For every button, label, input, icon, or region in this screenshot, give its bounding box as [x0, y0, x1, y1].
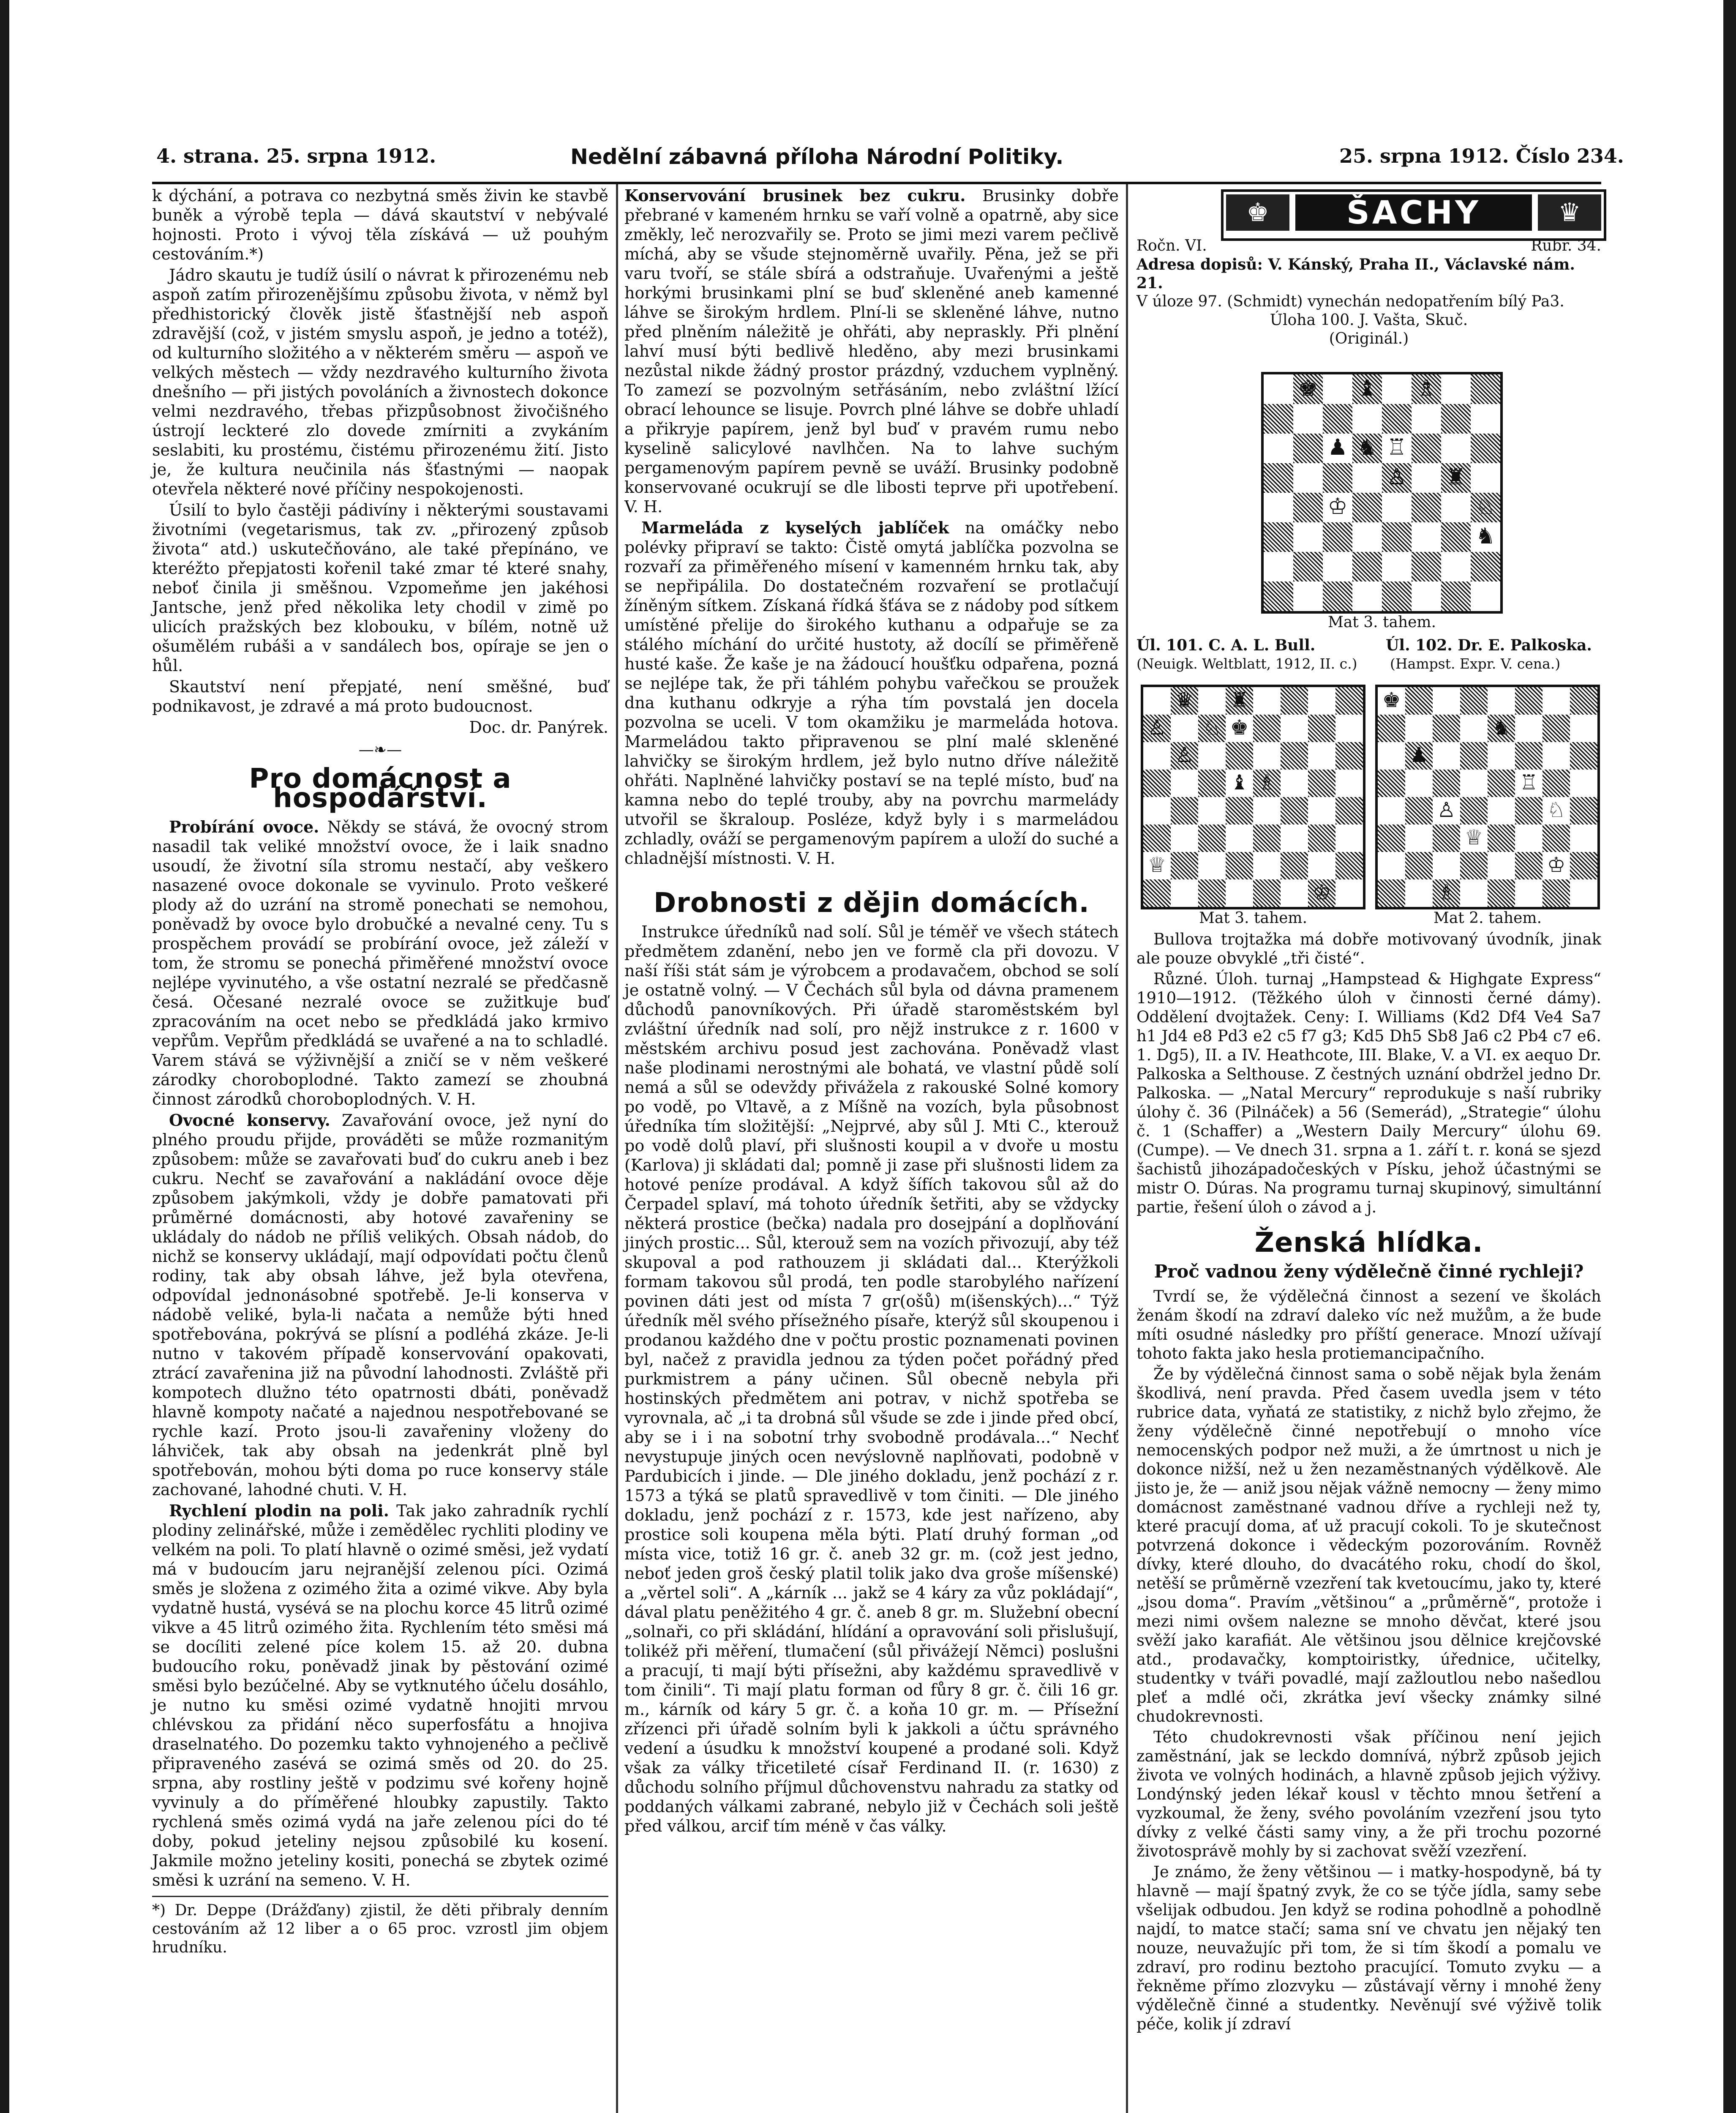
- board-square: [1412, 463, 1441, 493]
- board-square: [1382, 493, 1412, 522]
- board-square: [1264, 581, 1293, 611]
- board-square: [1352, 522, 1382, 552]
- chess-piece: ♙: [1175, 743, 1194, 767]
- author-signature: V. H.: [372, 1871, 411, 1889]
- board-square: [1378, 715, 1405, 742]
- paragraph-heading: Probírání ovoce.: [169, 817, 319, 836]
- board-square: [1264, 374, 1293, 404]
- board-square: [1308, 852, 1335, 879]
- board-square: [1281, 852, 1308, 879]
- board-square: [1253, 852, 1281, 879]
- board-square: [1488, 687, 1515, 715]
- board-square: [1308, 715, 1335, 742]
- board-square: [1412, 493, 1441, 522]
- board-square: [1405, 797, 1433, 824]
- board-square: [1264, 552, 1293, 581]
- problem-102-title: Úl. 102. Dr. E. Palkoska.: [1386, 636, 1592, 654]
- board-square: [1352, 404, 1382, 434]
- board-square: [1308, 770, 1335, 797]
- board-square: [1433, 824, 1460, 852]
- board-square: [1441, 434, 1471, 463]
- board-square: [1378, 852, 1405, 879]
- board-square: [1460, 770, 1488, 797]
- board-square: [1253, 879, 1281, 907]
- chess-piece: ♖: [1519, 770, 1538, 794]
- board-square: [1412, 552, 1441, 581]
- board-square: [1488, 770, 1515, 797]
- board-square: [1335, 879, 1363, 907]
- chess-board-101: [1141, 685, 1365, 909]
- author-signature: Doc. dr. Panýrek.: [469, 718, 608, 737]
- header-rule: [152, 182, 1601, 184]
- board-square: [1171, 770, 1198, 797]
- board-square: [1281, 824, 1308, 852]
- board-square: [1405, 770, 1433, 797]
- board-square: [1570, 770, 1597, 797]
- board-square: [1226, 824, 1253, 852]
- chess-piece: ♚: [1382, 688, 1401, 712]
- chess-piece: ♜: [1230, 688, 1249, 712]
- board-square: [1433, 770, 1460, 797]
- board-square: [1471, 374, 1500, 404]
- board-square: [1323, 552, 1352, 581]
- chess-piece: ♔: [1327, 494, 1348, 519]
- board-square: [1323, 404, 1352, 434]
- board-square: [1543, 687, 1570, 715]
- chess-piece: ♙: [1437, 798, 1456, 822]
- section-subtitle: Proč vadnou ženy výdělečně činné rychleji?: [1154, 1261, 1584, 1282]
- column-2: [624, 186, 1119, 1837]
- chess-title: ŠACHY: [1295, 194, 1532, 231]
- chess-board-100: [1261, 372, 1503, 614]
- article-text: Brusinky dobře přebrané v kameném hrnku se vaří volně a opatrně, aby sice změkly, leč nerozvařily se. Proto se jimi mezi varem pečlivě míchá, aby se všude stejnoměrně uvařily. Pěna, jež se při varu tvoří, se stále sbírá a odstraňuje. Uvařenými a ještě horkými brusinkami plní se buď skleněné aneb kamenné láhve se širokým hrdlem. Plní-li se skleněné láhve, nutno před plněním náležitě je ohřáti, aby nepraskly. Při plnění lahví musí býti bedlivě hleděno, aby mezi brusinkami nezůstal nikde žádný prostor prázdný, vzduchem vyplněný. To zamezí se pozvolným setřásáním, nebo zvláštní lžící obrací lehounce se lisuje. Povrch plné láhve se dobře uhladí a přikryje papírem, jenž byl buď v pravém rumu nebo kyselině salicylové navlhčen. Na to lahve suchým pergamenovým papírem pevně se uváží. Brusinky podobně konservované ocukrují se dle libosti teprve při upotřebení.: [624, 186, 1119, 497]
- board-square: [1460, 742, 1488, 770]
- board-square: [1433, 852, 1460, 879]
- chess-piece: ♛: [1175, 688, 1194, 712]
- board-square: [1441, 404, 1471, 434]
- board-square: [1352, 493, 1382, 522]
- board-square: [1335, 742, 1363, 770]
- problem-101-title: Úl. 101. C. A. L. Bull.: [1136, 636, 1316, 654]
- chess-piece: ♙: [1387, 464, 1407, 490]
- board-square: [1198, 824, 1226, 852]
- board-square: [1382, 404, 1412, 434]
- header-right: 25. srpna 1912. Číslo 234.: [1339, 145, 1624, 167]
- paragraph-heading: Ovocné konservy.: [169, 1111, 330, 1130]
- board-square: [1441, 522, 1471, 552]
- board-square: [1281, 742, 1308, 770]
- board-square: [1412, 434, 1441, 463]
- chess-piece: ♞: [1492, 715, 1511, 740]
- board-square: [1335, 852, 1363, 879]
- board-square: [1382, 522, 1412, 552]
- running-header: [152, 139, 1624, 182]
- board-square: [1281, 687, 1308, 715]
- board-square: [1335, 770, 1363, 797]
- board-square: [1570, 797, 1597, 824]
- board-square: [1382, 552, 1412, 581]
- board-square: [1143, 742, 1171, 770]
- board-square: [1471, 581, 1500, 611]
- board-square: [1308, 797, 1335, 824]
- board-square: [1543, 879, 1570, 907]
- paragraph-heading: Konservování brusinek bez cukru.: [624, 186, 966, 205]
- chess-meta: [1136, 237, 1601, 348]
- chess-piece: ♞: [1357, 434, 1377, 460]
- column-1: [152, 186, 608, 1957]
- chess-piece: ♕: [1464, 825, 1483, 849]
- board-square: [1352, 552, 1382, 581]
- board-square: [1143, 797, 1171, 824]
- board-square: [1488, 824, 1515, 852]
- board-square: [1293, 581, 1323, 611]
- board-square: [1378, 879, 1405, 907]
- board-square: [1405, 687, 1433, 715]
- board-square: [1335, 824, 1363, 852]
- board-square: [1281, 879, 1308, 907]
- chess-address: Adresa dopisů: V. Kánský, Praha II., Václavské nám. 21.: [1136, 256, 1575, 292]
- article-paragraph: Jádro skautu je tudíž úsilí o návrat k přirozenému neb aspoň zatím přirozenějšímu způsobu života, v němž byl předhistorický člověk jistě šťastnější neb aspoň zdravější (což, v jistém smyslu aspoň, je jedno a totéž), od kulturního složitého a v některém směru — aspoň ve velkých městech — vždy nezdravého kulturního života dnešního — při jistých povoláních a živnostech dokonce velmi nezdravého, třebas přizpůsobnost živočišného ústrojí leckteré zlo dovede zmírniti a zvykáním seslabiti, ku prostému, čistému přirozenému žití. Jisto je, že kultura neučinila nás šťastnými — naopak otevřela některé nové příčiny nespokojenosti.: [152, 266, 608, 498]
- chess-piece: ♜: [1446, 464, 1466, 490]
- board-square: [1226, 852, 1253, 879]
- board-square: [1515, 879, 1543, 907]
- author-signature: V. H.: [624, 497, 663, 516]
- problems-101-102-titles: [1136, 636, 1601, 673]
- board-square: [1281, 770, 1308, 797]
- article-paragraph: Skautství není přepjaté, není směšné, buď podnikavost, je zdravé a má proto budoucnost.: [152, 677, 608, 715]
- board-square: [1293, 522, 1323, 552]
- board-square: [1460, 687, 1488, 715]
- board-square: [1226, 742, 1253, 770]
- board-square: [1293, 463, 1323, 493]
- chess-piece: ♗: [1416, 375, 1436, 401]
- problem-100-note: (Originál.): [1329, 330, 1409, 347]
- article-text: Tak jako zahradník rychlí plodiny zelinářské, může i zemědělec rychliti plodiny ve velkém na poli. To platí hlavně o ozimé směsi, jež vydatí má v budoucím jaru nejranější zelenou píci. Ozimá směs je složena z ozimého žita a ozimé vikve. Aby byla vydatně hustá, vysévá se na plochu korce 45 litrů ozimé vikve a 45 litrů ozimého žita. Rychlením této směsi má se docíliti zelené píce kolem 15. až 20. dubna budoucího roku, poněvadž jinak by pěstování ozimé směsi bylo bezúčelné. Aby se vytknutého účelu dosáhlo, je nutno ku směsi ozimé vydatně hnojiti mrvou chlévskou za přidání něco superfosfátu a hnojiva draselnatého. Do pozemku takto vyhnojeného a pečlivě připraveného zasévá se ozimá směs od 20. do 25. srpna, aby rostliny ještě v podzimu své kořeny hojně vyvinuly a do příměřené hloubky zapustily. Takto rychlená směs ozimá vydá na jaře zelenou píci do té doby, pokud jeteliny nejsou způsobilé ku kosení. Jakmile možno jeteliny kositi, ponechá se zbytek ozimé směsi k uzrání na semeno.: [152, 1501, 608, 1889]
- board-square: [1570, 879, 1597, 907]
- board-square: [1293, 404, 1323, 434]
- board-square: [1226, 879, 1253, 907]
- board-square: [1143, 824, 1171, 852]
- board-101-caption: Mat 3. tahem.: [1199, 909, 1308, 927]
- author-signature: V. H.: [797, 849, 835, 868]
- board-square: [1441, 581, 1471, 611]
- board-square: [1441, 374, 1471, 404]
- board-square: [1378, 797, 1405, 824]
- board-square: [1433, 742, 1460, 770]
- ornament-divider: —❧—: [358, 741, 402, 759]
- board-square: [1412, 581, 1441, 611]
- board-square: [1543, 742, 1570, 770]
- article-paragraph: Úsilí to bylo častěji pádivíny i některými soustavami životními (vegetarismus, tak zv. „přirozený způsob života“ atd.) uskutečňováno, ale také přepínáno, ve kteréžto přepjatosti kořenil také zmar té které snahy, neboť činila ji směšnou. Vzpomeňme jen jakéhosi Jantsche, jenž před několika lety chodil v zimě po ulicích pražských bez klobouku, v bílém, notně už ošumělém rubáši a v sandálech bos, opíraje se jen o hůl.: [152, 501, 608, 675]
- chess-piece: ♙: [1147, 715, 1166, 740]
- board-square: [1171, 879, 1198, 907]
- article-paragraph: k dýchání, a potrava co nezbytná směs živin ke stavbě buněk a výrobě tepla — dává skautství v nebývalé hojnosti. Proto i vývoj těla získává — už pouhým cestováním.*): [152, 186, 608, 263]
- section-title: Pro domácnost a hospodářství.: [249, 763, 512, 814]
- board-square: [1543, 715, 1570, 742]
- board-square: [1570, 852, 1597, 879]
- chess-board-102: [1375, 685, 1600, 909]
- board-square: [1352, 463, 1382, 493]
- article-text: na omáčky nebo polévky připraví se takto: Čistě omytá jablíčka pozvolna se rozvaří za přiměřeného mísení v kamenném hrnku tak, aby se nepřipálila. Do dostatečném rozvaření se protlačují žíněným sítkem. Získaná řídká šťáva se z nádoby pod sítkem umístěné přelije do širokého kuthanu a odpařuje se za stálého míchání do určité hustoty, až docílí se přiměřeně husté kaše. Že kaše je na žádoucí houšťku odpařena, pozná se nejlépe tak, že při táhlém pohybu vařečkou se proužek dna kuthanu odkryje a rýha tím povstalá jen docela pozvolna se uceli. V tom okamžiku je marmeláda hotova. Marmeládou takto připravenou se plní malé skleněné lahvičky se širokým hrdlem, jež bylo nutno dříve náležitě ohřáti. Naplněné lahvičky postaví se na teplé místo, buď na kamna nebo do teplé trouby, aby na povrchu marmelády utvořil se škraloup. Posléze, když byly i s marmeládou zchladly, ováží se pergamenovým papírem a uloží do suché a chladnější místnosti.: [624, 519, 1119, 868]
- board-square: [1441, 493, 1471, 522]
- board-square: [1253, 715, 1281, 742]
- board-square: [1515, 687, 1543, 715]
- board-square: [1378, 824, 1405, 852]
- chess-piece: ♟: [1409, 743, 1428, 767]
- chess-piece: ♚: [1230, 715, 1249, 740]
- chess-rubric: Rubr. 34.: [1531, 237, 1601, 254]
- problem-100-title: Úloha 100. J. Vašta, Skuč.: [1270, 311, 1468, 329]
- board-square: [1488, 797, 1515, 824]
- board-square: [1253, 687, 1281, 715]
- chess-piece: ♗: [1437, 880, 1456, 904]
- board-square: [1264, 493, 1293, 522]
- board-square: [1515, 715, 1543, 742]
- paragraph-heading: Rychlení plodin na poli.: [169, 1501, 389, 1520]
- board-square: [1471, 463, 1500, 493]
- section-title: Ženská hlídka.: [1254, 1227, 1483, 1259]
- board-square: [1143, 687, 1171, 715]
- board-square: [1198, 852, 1226, 879]
- board-square: [1323, 522, 1352, 552]
- board-square: [1323, 463, 1352, 493]
- chess-piece: ♝: [1357, 375, 1377, 401]
- board-square: [1171, 715, 1198, 742]
- article-paragraph: Že by výdělečná činnost sama o sobě nějak byla ženám škodlivá, není pravda. Před časem uvedla jsem v této rubrice data, vyňatá ze statistiky, z nichž bylo zřejmo, že ženy výdělečně činné nepotřebují o mnoho více nemocenských podpor než muži, a že úmrtnost u nich je dokonce nižší, než u žen nezaměstnaných výdělkově. Ale jisto je, že — aniž jsou nějak vážně nemocny — ženy mimo domácnost zaměstnané vadnou dříve a rychleji než ty, které pracují doma, ať už pracují cokoli. To je skutečnost potvrzená dokonce i vědeckým pozorováním. Rovněž dívky, které dlouho, do dvacátého roku, chodí do škol, netěší se průměrně vzezření tak kvetoucímu, jako ty, které „jsou doma“. Pravím „většinou“ a „průměrně“, protože i mezi nimi ovšem nalezne se mnoho děvčat, které jsou svěží jako karafiát. Ale většinou jsou dělnice krejčovské atd., prodavačky, komptoiristky, úřednice, učitelky, studentky v tváři povadlé, mají zažloutlou nebo našedlou pleť a mdlé oči, zkrátka jeví všecky známky silné chudokrevnosti.: [1136, 1365, 1601, 1725]
- chess-piece: ♚: [1298, 375, 1318, 401]
- scan-edge-left: [0, 0, 9, 2113]
- board-square: [1335, 797, 1363, 824]
- board-square: [1293, 552, 1323, 581]
- column-3: [1136, 930, 1601, 2035]
- board-100-caption: Mat 3. tahem.: [1327, 614, 1436, 631]
- board-square: [1405, 824, 1433, 852]
- board-square: [1335, 687, 1363, 715]
- footnote: *) Dr. Deppe (Drážďany) zjistil, že děti přibraly denním cestováním až 12 liber a o 65 proc. vzrostl jim objem hrudníku.: [152, 1896, 608, 1957]
- article-paragraph: Této chudokrevnosti však příčinou není jejich zaměstnání, jak se leckdo domnívá, nýbrž způsob jejich života ve volných hodinách, a hlavně způsob jejich výživy. Londýnský jeden lékař kousl v těchto mnou šetření a vyzkoumal, že ženy, svého povoláním vzezření jsou tyto dívky z velké části samy viny, a že při trochu pozorné životosprávě mohly by si zachovat svěží vzezření.: [1136, 1728, 1601, 1860]
- board-102-caption: Mat 2. tahem.: [1433, 909, 1542, 927]
- board-square: [1412, 404, 1441, 434]
- article-paragraph: Bullova trojtažka má dobře motivovaný úvodník, jinak ale pouze obvyklé „tři čisté“.: [1136, 930, 1601, 967]
- board-square: [1460, 797, 1488, 824]
- board-square: [1198, 879, 1226, 907]
- board-square: [1171, 824, 1198, 852]
- board-square: [1471, 552, 1500, 581]
- board-square: [1488, 879, 1515, 907]
- board-square: [1335, 715, 1363, 742]
- board-square: [1378, 742, 1405, 770]
- board-square: [1226, 797, 1253, 824]
- board-square: [1352, 581, 1382, 611]
- board-square: [1143, 770, 1171, 797]
- paragraph-heading: Marmeláda z kyselých jablíček: [641, 518, 949, 537]
- board-square: [1433, 687, 1460, 715]
- board-square: [1308, 824, 1335, 852]
- article-paragraph: Instrukce úředníků nad solí. Sůl je téměř ve všech státech předmětem zdanění, nebo jen ve formě cla při dovozu. V naší říši stát sám je výrobcem a prodavačem, obchod se solí je ostatně volný. — V Čechách sůl byla od dávna pramenem důchodů panovníkových. Při úřadě staroměstském byl zvláštní úředník nad solí, pro nějž instrukce z r. 1600 v městském archivu posud jest zachována. Poněvadž vlast naše plodinami nerostnými ale bohatá, ve vlastní půdě solí nemá a sůl se odevždy přivážela z rakouské Solné komory po vodě, po Vltavě, a z Míšně na vozích, byla působnost úředníka tím složitější: „Nejprvé, aby sůl J. Mti C., kterouž po vodě dolů plaví, při slušnosti koupil a v dvoře u mostu (Karlova) ji skládati dal; pomně ji zase při slušnosti lidem za hotové peníze prodával. A když šífích takovou sůl až do Čerpadel splaví, má tohoto úředník šetřiti, aby se vždycky některá prostice (bečka) nadala pro dosejpání a doplňování jiných prostic... Sůl, kterouž sem na vozích přivozují, aby též skupoval a pod rathouzem ji skládati dal... Kterýžkoli formam takovou sůl prodá, ten podle starobylého nařízení povinen dáti jest od místa 7 gr(ošů) m(išenských)...“ Týž úředník měl svého přísežného písaře, kterýž sůl skoupenou i prodanou každého dne v počtu prostic poznamenati povinen byl, načež z pravidla jednou za týden počet pořádný před purkmistrem a pány učinen. Sůl obecně nebyla při hostinských předmětem ani potrav, v nichž spotřeba se vyrovnala, ač „i ta drobná sůl všude se zde i jinde před obcí, aby se i i na sobotní trhy svobodně prodávala...“ Nechť nevystupuje jiných ocen nevýslovně naplňovati, podobně v Pardubicích i jinde. — Dle jiného dokladu, jenž pochází z r. 1573 a týká se platů spravedlivě v tom činiti. — Dle jiného dokladu, jenž pochází z r. 1573, kde jest nařízeno, aby prostice soli koupena měla býti. Platí druhý forman „od místa vice, totiž 16 gr. č. aneb 32 gr. m. (což jest jedno, neboť jeden groš český platil tolik jako dva groše míšenské) a „věrtel soli“. A „kárník ... jakž se 4 káry za vůz pokládají“, dával platu peněžitého 4 gr. č. aneb 8 gr. m. Služební obecní „solnaři, co při skládání, hlídání a opravování soli přislušují, tolikéž při měření, tlumačení (sůl přivážejí Němci) poslušni a pracují, ti mají býti přísežni, aby každému spravedlivě v tom činili“. Ti mají platu forman od fůry 8 gr. č. čili 16 gr. m., kárník od káry 5 gr. č. a koňa 10 gr. m. — Přísežní zřízenci při úřadě solním byli k jakkoli a účtu správného vedení a úsudku k množství koupené a prodané soli. Když však za války třicetileté císař Ferdinand II. (r. 1630) z důchodu solního příjmul důchovenstvu nahradu za statky od poddaných válkami zabrané, nebylo již v Čechách soli ještě před válkou, arcif tím méně v čas války.: [624, 923, 1119, 1835]
- board-square: [1198, 742, 1226, 770]
- board-square: [1171, 852, 1198, 879]
- chess-piece: ♔: [1547, 853, 1566, 877]
- board-square: [1382, 374, 1412, 404]
- board-square: [1382, 581, 1412, 611]
- board-square: [1281, 715, 1308, 742]
- board-square: [1253, 824, 1281, 852]
- chess-piece: ♘: [1202, 715, 1221, 740]
- board-square: [1433, 715, 1460, 742]
- board-square: [1570, 715, 1597, 742]
- article-text: Zavařování ovoce, jež nyní do plného proudu přijde, prováděti se může rozmanitým způsobem: může se zavařovati buď do cukru aneb i bez cukru. Nechť se zavařování a nakládání ovoce děje způsobem jakýmkoli, vždy je dobře pamatovati při průměrné domácnosti, aby hotové zavařeniny se ukládaly do nádob ne příliš velikých. Obsah nádob, do nichž se konservy ukládají, mají odpovídati počtu členů rodiny, tak aby obsah láhve, jež byla otevřena, odpovídal jednonásobné spotřebě. Je-li konserva v nádobě veliké, byla-li načata a nemůže býti hned spotřebována, pokrývá se plísní a podléhá zkáze. Je-li nutno v takovém případě konservování opakovati, ztrácí zavařenina již na původní lahodnosti. Zvláště při kompotech dlužno této opatrnosti dbáti, poněvadž hlavně kompoty načaté a najednou nespotřebované se rychle kazí. Proto jsou-li zavařeniny vloženy do láhviček, tak aby obsah na jedenkrát plně byl spotřebován, mohou býti doma po ruce konservy stále zachované, lahodné chuti.: [152, 1111, 608, 1499]
- board-square: [1171, 797, 1198, 824]
- board-square: [1264, 434, 1293, 463]
- board-square: [1198, 687, 1226, 715]
- chess-banner: [1221, 189, 1606, 241]
- header-left: 4. strana. 25. srpna 1912.: [156, 145, 436, 167]
- author-signature: V. H.: [369, 1480, 408, 1499]
- chess-piece: ♝: [1230, 770, 1249, 794]
- chess-volume: Ročn. VI.: [1136, 237, 1207, 254]
- chess-piece: ♟: [1327, 434, 1348, 460]
- chess-piece: ♔: [1312, 880, 1331, 904]
- board-square: [1308, 742, 1335, 770]
- board-square: [1471, 434, 1500, 463]
- board-square: [1323, 374, 1352, 404]
- chess-correction: V úloze 97. (Schmidt) vynechán nedopatřením bílý Pa3.: [1136, 293, 1564, 310]
- board-square: [1515, 852, 1543, 879]
- problem-101-source: (Neuigk. Weltblatt, 1912, II. c.): [1136, 655, 1357, 672]
- board-square: [1253, 797, 1281, 824]
- board-square: [1264, 404, 1293, 434]
- board-square: [1488, 852, 1515, 879]
- board-square: [1460, 879, 1488, 907]
- board-square: [1460, 715, 1488, 742]
- board-square: [1143, 879, 1171, 907]
- board-square: [1570, 687, 1597, 715]
- board-square: [1293, 493, 1323, 522]
- chess-piece: ♕: [1147, 853, 1166, 877]
- board-square: [1253, 742, 1281, 770]
- board-square: [1264, 463, 1293, 493]
- board-square: [1543, 770, 1570, 797]
- board-square: [1570, 742, 1597, 770]
- board-square: [1515, 824, 1543, 852]
- board-square: [1471, 404, 1500, 434]
- board-square: [1405, 715, 1433, 742]
- board-square: [1198, 770, 1226, 797]
- section-title: Drobnosti z dějin domácích.: [654, 887, 1090, 919]
- board-square: [1293, 434, 1323, 463]
- chess-king-icon: ♚: [1226, 194, 1289, 231]
- problem-102-source: (Hampst. Expr. V. cena.): [1390, 655, 1561, 672]
- board-square: [1281, 797, 1308, 824]
- chess-piece: ♘: [1475, 494, 1496, 519]
- chess-piece: ♖: [1387, 434, 1407, 460]
- article-paragraph: Je známo, že ženy většinou — i matky-hospodyně, bá ty hlavně — mají špatný zvyk, že co se týče jídla, samy sebe všelijak odbudou. Jen když se rodina pohodlně a pohodlně najdí, to matce stačí; sama sní ve chvatu jen nějaký ten nouze, neuvažujíc při tom, že si tím škodí a pomalu ve zdraví, pro rodinu beztoho pracující. Tomuto zvyku — a řekněme přímo zlozvyku — zůstávají věrny i mnohé ženy výdělečně činné a studentky. Nevěnují své výživě tolik péče, kolik jí zdraví: [1136, 1863, 1601, 2033]
- board-square: [1264, 522, 1293, 552]
- board-square: [1488, 742, 1515, 770]
- board-square: [1441, 552, 1471, 581]
- column-rule-1: [616, 184, 618, 2113]
- chess-piece: ♗: [1257, 770, 1276, 794]
- board-square: [1515, 742, 1543, 770]
- chess-piece: ♞: [1475, 523, 1496, 549]
- board-square: [1198, 797, 1226, 824]
- board-square: [1405, 852, 1433, 879]
- author-signature: V. H.: [438, 1090, 476, 1108]
- board-square: [1405, 879, 1433, 907]
- board-square: [1460, 852, 1488, 879]
- board-square: [1570, 824, 1597, 852]
- board-square: [1378, 770, 1405, 797]
- scan-edge-right: [1723, 0, 1736, 2113]
- chess-piece: ♘: [1547, 798, 1566, 822]
- board-square: [1515, 797, 1543, 824]
- board-square: [1308, 687, 1335, 715]
- board-square: [1543, 824, 1570, 852]
- board-square: [1323, 581, 1352, 611]
- article-paragraph: Tvrdí se, že výdělečná činnost a sezení ve školách ženám škodí na zdraví daleko víc než mužům, a že bude míti osudné následky pro příští generace. Mnozí užívají tohoto fakta jako hesla protiemancipačního.: [1136, 1287, 1601, 1362]
- chess-queen-icon: ♛: [1538, 194, 1601, 231]
- article-paragraph: Různé. Úloh. turnaj „Hampstead & Highgate Express“ 1910—1912. (Těžkého úloh v činnosti černé dámy). Oddělení dvojtažek. Ceny: I. Williams (Kd2 Df4 Ve4 Sa7 h1 Jd4 e8 Pd3 e2 c5 f7 g3; Kd5 Dh5 Sb8 Ja6 c2 Pb4 c7 e6. 1. Dg5), II. a IV. Heathcote, III. Blake, V. a VI. ex aequo Dr. Palkoska a Selthouse. Z čestných uznání obdržel jedno Dr. Palkoska. — „Natal Mercury“ reprodukuje s naší rubriky úlohy č. 36 (Pilnáček) a 56 (Semerád), „Strategie“ úlohu č. 1 (Schaffer) a „Western Daily Mercury“ úlohu 69. (Cumpe). — Ve dnech 31. srpna a 1. září t. r. koná se sjezd šachistů jihozápadočeských v Písku, jehož účastnými se mistr O. Dúras. Na programu turnaj skupinový, simultánní partie, řešení úloh o závod a j.: [1136, 970, 1601, 1216]
- article-text: Někdy se stává, že ovocný strom nasadil tak veliké množství ovoce, že i laik snadno usoudí, že životní síla stromu nestačí, aby veškero nasazené ovoce dokonale se vyvinulo. Proto veškeré plody až do uzrání na stromě ponechati se nemohou, poněvadž by ovoce bylo drobučké a nevalné ceny. Tu s prospěchem provádí se probírání ovoce, jež záleží v tom, že stromu se ponechá přiměřené množství ovoce nejlépe vyvinutého, a vše ostatní nezralé se předčasně česá. Očesané nezralé ovoce se zužitkuje buď zpracováním na ocet nebo se předkládá jako krmivo vepřům. Vepřům předkládá se uvařené a na to schladlé. Varem stává se výživnější a zničí se v něm veškeré zárodky choroboplodné. Takto zamezí se zhoubná činnost zárodků choroboplodných.: [152, 818, 608, 1108]
- header-center: Nedělní zábavná příloha Národní Politiky.: [570, 145, 1064, 169]
- column-rule-2: [1126, 184, 1128, 2113]
- board-square: [1412, 522, 1441, 552]
